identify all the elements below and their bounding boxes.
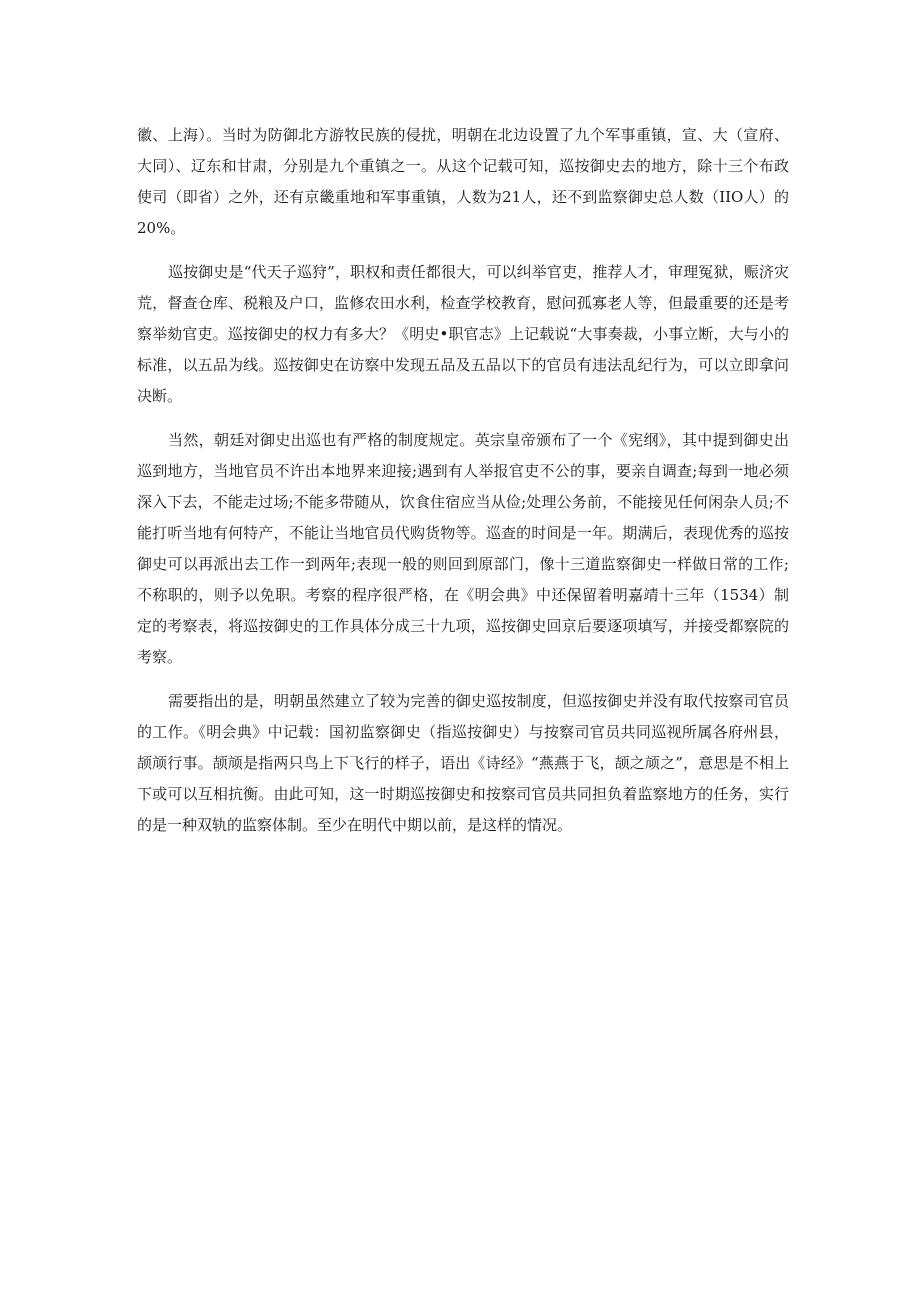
paragraph-2: 巡按御史是“代天子巡狩”，职权和责任都很大，可以纠举官吏，推荐人才，审理冤狱，赈济灾荒，督查仓库、税粮及户口，监修农田水利，检查学校教育，慰问孤寡老人等，但最重要的还是考察举劾官吏。巡按御史的权力有多大？《明史•职官志》上记载说“大事奏裁，小事立断，大与小的标准，以五品为线。巡按御史在访察中发现五品及五品以下的官员有违法乱纪行为，可以立即拿问决断。	[137, 263, 789, 405]
paragraph-3: 当然，朝廷对御史出巡也有严格的制度规定。英宗皇帝颁布了一个《宪纲》，其中提到御史出巡到地方，当地官员不许出本地界来迎接;遇到有人举报官吏不公的事，要亲自调查;每到一地必须深入下去，不能走过场;不能多带随从，饮食住宿应当从俭;处理公务前，不能接见任何闲杂人员;不能打听当地有何特产，不能让当地官员代购货物等。巡查的时间是一年。期满后，表现优秀的巡按御史可以再派出去工作一到两年;表现一般的则回到原部门，像十三道监察御史一样做日常的工作;不称职的，则予以免职。考察的程序很严格，在《明会典》中还保留着明嘉靖十三年（1534）制定的考察表，将巡按御史的工作具体分成三十九项，巡按御史回京后要逐项填写，并接受都察院的考察。	[137, 431, 789, 666]
document-body	[137, 120, 789, 854]
paragraph-1: 徽、上海）。当时为防御北方游牧民族的侵扰，明朝在北边设置了九个军事重镇，宣、大（宣府、大同）、辽东和甘肃，分别是九个重镇之一。从这个记载可知，巡按御史去的地方，除十三个布政使司（即省）之外，还有京畿重地和军事重镇，人数为21人，还不到监察御史总人数（IIO人）的20%。	[137, 126, 789, 237]
paragraph-4: 需要指出的是，明朝虽然建立了较为完善的御史巡按制度，但巡按御史并没有取代按察司官员的工作。《明会典》中记载：国初监察御史（指巡按御史）与按察司官员共同巡视所属各府州县，颉颃行事。颉颃是指两只鸟上下飞行的样子，语出《诗经》“燕燕于飞，颉之颃之”，意思是不相上下或可以互相抗衡。由此可知，这一时期巡按御史和按察司官员共同担负着监察地方的任务，实行的是一种双轨的监察体制。至少在明代中期以前，是这样的情况。	[137, 692, 789, 834]
